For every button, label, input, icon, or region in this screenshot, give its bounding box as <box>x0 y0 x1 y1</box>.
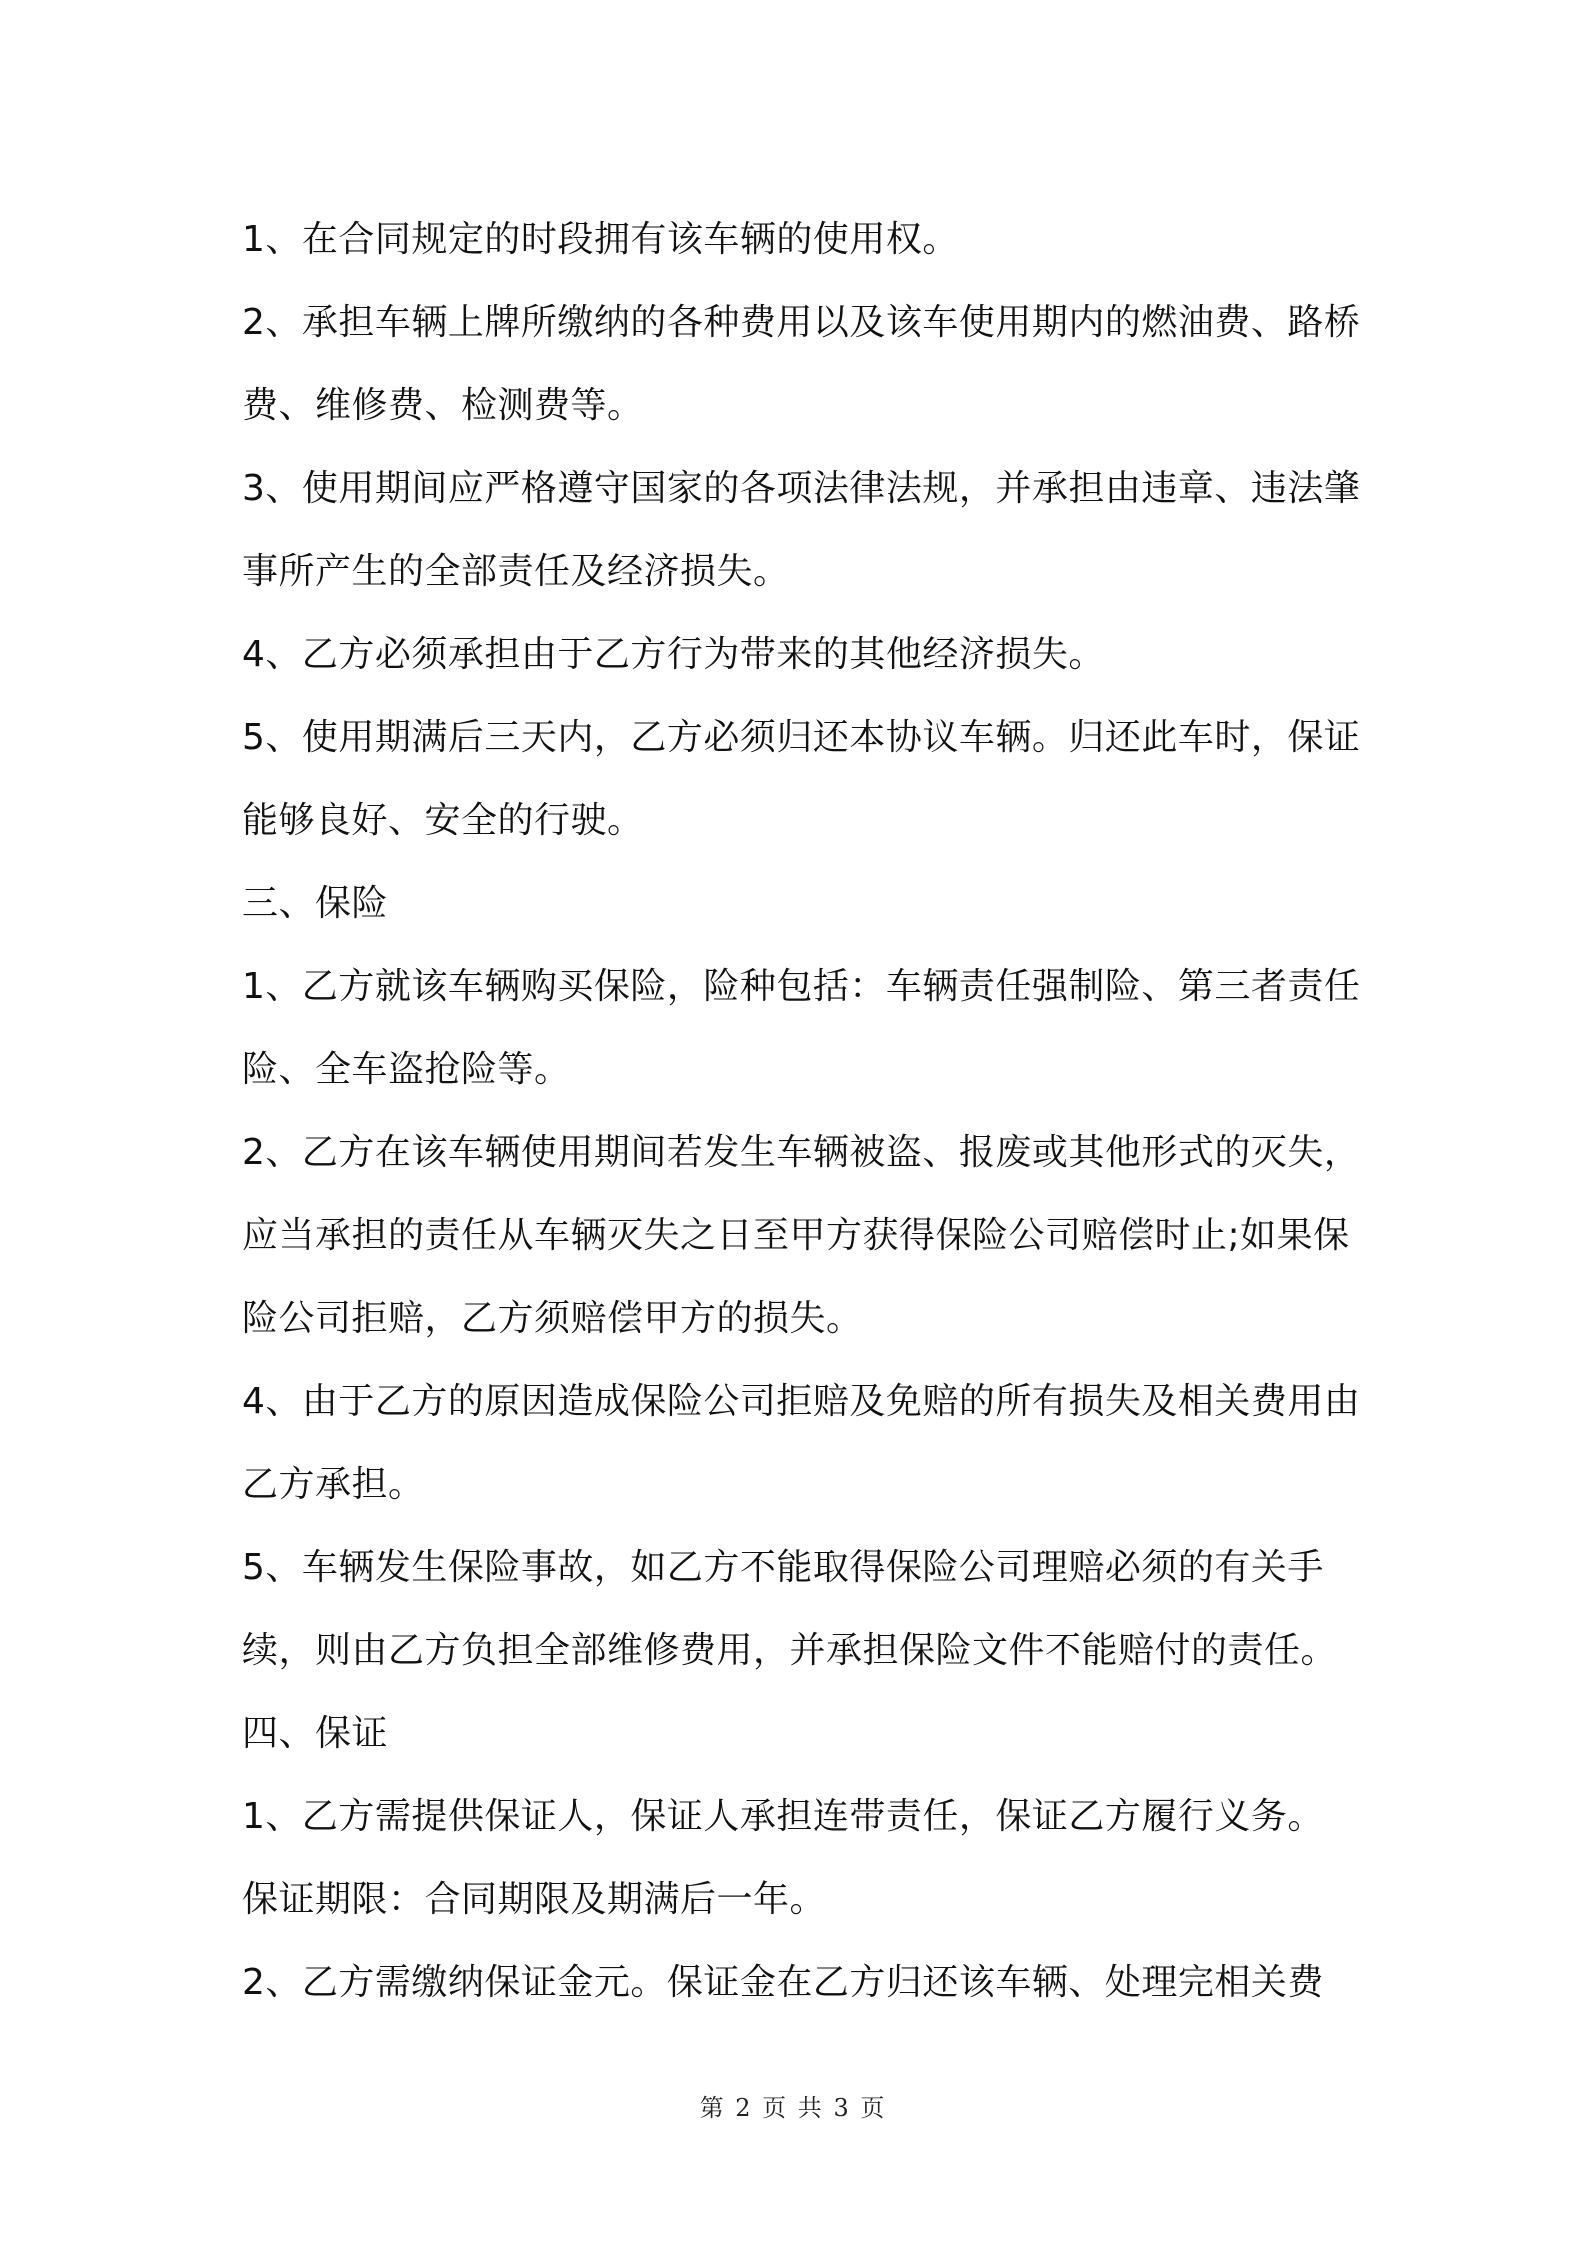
paragraph-4: 4、乙方必须承担由于乙方行为带来的其他经济损失。 <box>242 634 1105 675</box>
paragraph-insurance-2: 2、乙方在该车辆使用期间若发生车辆被盗、报废或其他形式的灭失，应当承担的责任从车辆灭失之日至甲方获得保险公司赔偿时止;如果保险公司拒赔，乙方须赔偿甲方的损失。 <box>242 1132 1361 1339</box>
paragraph-insurance-4: 4、由于乙方的原因造成保险公司拒赔及免赔的所有损失及相关费用由乙方承担。 <box>242 1381 1361 1505</box>
paragraph-3: 3、使用期间应严格遵守国家的各项法律法规，并承担由违章、违法肇事所产生的全部责任及经济损失。 <box>242 468 1361 592</box>
paragraph-insurance-5: 5、车辆发生保险事故，如乙方不能取得保险公司理赔必须的有关手续，则由乙方负担全部维修费用，并承担保险文件不能赔付的责任。 <box>242 1547 1338 1671</box>
section-heading-guarantee: 四、保证 <box>242 1713 389 1754</box>
paragraph-1: 1、在合同规定的时段拥有该车辆的使用权。 <box>242 219 959 260</box>
page-footer: 第 2 页 共 3 页 <box>699 2094 887 2122</box>
paragraph-guarantee-2: 2、乙方需缴纳保证金元。保证金在乙方归还该车辆、处理完相关费 <box>242 1962 1324 2003</box>
paragraph-5: 5、使用期满后三天内，乙方必须归还本协议车辆。归还此车时，保证能够良好、安全的行驶。 <box>242 717 1361 841</box>
paragraph-guarantee-1: 1、乙方需提供保证人，保证人承担连带责任，保证乙方履行义务。 <box>242 1796 1324 1837</box>
paragraph-guarantee-period: 保证期限：合同期限及期满后一年。 <box>242 1879 827 1920</box>
paragraph-insurance-1: 1、乙方就该车辆购买保险，险种包括：车辆责任强制险、第三者责任险、全车盗抢险等。 <box>242 966 1361 1090</box>
section-heading-insurance: 三、保险 <box>242 883 389 924</box>
paragraph-2: 2、承担车辆上牌所缴纳的各种费用以及该车使用期内的燃油费、路桥费、维修费、检测费等。 <box>242 302 1361 426</box>
document-body <box>242 198 1362 2024</box>
